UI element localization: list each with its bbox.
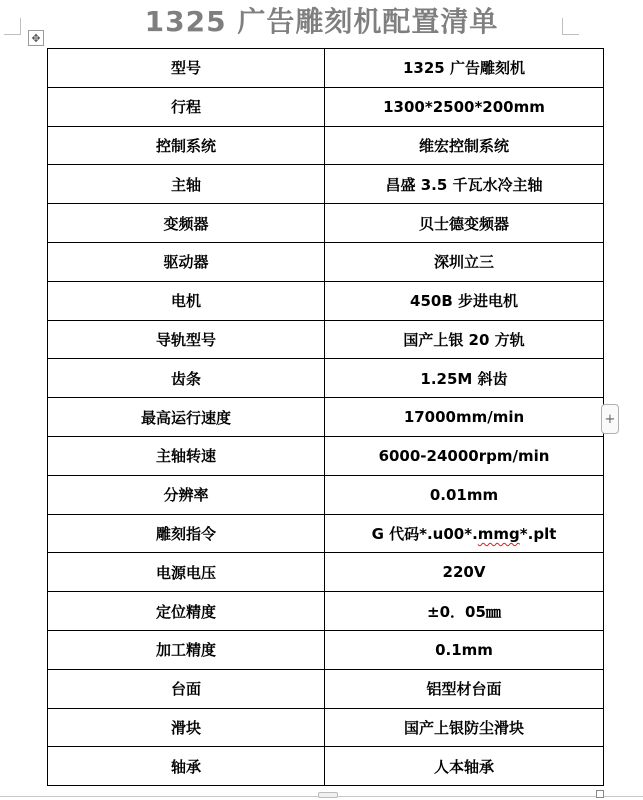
spec-value-cell[interactable]: 深圳立三 xyxy=(325,242,604,281)
spec-label-cell[interactable]: 导轨型号 xyxy=(48,320,325,359)
spec-label-cell[interactable]: 最高运行速度 xyxy=(48,398,325,437)
spec-value-cell[interactable]: 17000mm/min xyxy=(325,398,604,437)
spec-label-cell[interactable]: 主轴 xyxy=(48,165,325,204)
spellcheck-flagged-word[interactable]: mmg xyxy=(477,524,520,543)
spec-value-cell[interactable]: 铝型材台面 xyxy=(325,669,604,708)
spec-label-cell[interactable]: 滑块 xyxy=(48,708,325,747)
table-row xyxy=(48,747,604,786)
table-row xyxy=(48,553,604,592)
table-row xyxy=(48,281,604,320)
spec-value-cell[interactable]: 0.01mm xyxy=(325,475,604,514)
spec-label-cell[interactable]: 主轴转速 xyxy=(48,436,325,475)
table-row xyxy=(48,359,604,398)
spec-value-cell[interactable]: 国产上银防尘滑块 xyxy=(325,708,604,747)
spec-label-cell[interactable]: 分辨率 xyxy=(48,475,325,514)
table-row xyxy=(48,398,604,437)
spec-value-cell[interactable]: 0.1mm xyxy=(325,630,604,669)
value-text-suffix: *.plt xyxy=(519,524,557,543)
spec-value-cell[interactable]: 450B 步进电机 xyxy=(325,281,604,320)
spec-label-cell[interactable]: 变频器 xyxy=(48,204,325,243)
table-row xyxy=(48,204,604,243)
table-row xyxy=(48,475,604,514)
spec-value-cell[interactable]: 国产上银 20 方轨 xyxy=(325,320,604,359)
spec-value-cell[interactable]: 1.25M 斜齿 xyxy=(325,359,604,398)
table-row xyxy=(48,165,604,204)
table-row xyxy=(48,320,604,359)
spec-label-cell[interactable]: 定位精度 xyxy=(48,592,325,631)
table-row xyxy=(48,630,604,669)
table-move-handle-icon[interactable]: ✥ xyxy=(28,30,44,46)
document-title: 1325 广告雕刻机配置清单 xyxy=(144,5,499,38)
spec-table xyxy=(47,48,604,786)
margin-corner-mark-right xyxy=(562,18,579,35)
spec-value-cell[interactable]: 1325 广告雕刻机 xyxy=(325,49,604,88)
spec-label-cell[interactable]: 型号 xyxy=(48,49,325,88)
table-row xyxy=(48,126,604,165)
spec-value-cell[interactable]: ±0．05㎜ xyxy=(325,592,604,631)
spec-label-cell[interactable]: 齿条 xyxy=(48,359,325,398)
spec-label-cell[interactable]: 台面 xyxy=(48,669,325,708)
table-row xyxy=(48,514,604,553)
table-resize-handle[interactable] xyxy=(596,790,604,798)
spec-value-cell[interactable]: 6000-24000rpm/min xyxy=(325,436,604,475)
margin-corner-mark-left xyxy=(4,18,21,35)
spec-label-cell[interactable]: 行程 xyxy=(48,87,325,126)
table-row xyxy=(48,436,604,475)
spec-label-cell[interactable]: 控制系统 xyxy=(48,126,325,165)
table-row xyxy=(48,49,604,88)
spec-value-cell[interactable]: 人本轴承 xyxy=(325,747,604,786)
spec-label-cell[interactable]: 加工精度 xyxy=(48,630,325,669)
spec-value-cell[interactable]: 贝士德变频器 xyxy=(325,204,604,243)
table-row xyxy=(48,708,604,747)
value-text-prefix: G 代码*.u00*. xyxy=(371,524,478,543)
spec-label-cell[interactable]: 驱动器 xyxy=(48,242,325,281)
spec-value-cell[interactable]: 1300*2500*200mm xyxy=(325,87,604,126)
table-row xyxy=(48,669,604,708)
table-row xyxy=(48,87,604,126)
spec-label-cell[interactable]: 电源电压 xyxy=(48,553,325,592)
spec-label-cell[interactable]: 电机 xyxy=(48,281,325,320)
add-row-button[interactable]: + xyxy=(601,404,619,434)
spec-value-cell[interactable] xyxy=(325,514,604,553)
table-row xyxy=(48,592,604,631)
spec-label-cell[interactable]: 雕刻指令 xyxy=(48,514,325,553)
horizontal-scroll-tick[interactable] xyxy=(318,792,338,798)
spec-value-cell[interactable]: 昌盛 3.5 千瓦水冷主轴 xyxy=(325,165,604,204)
table-row xyxy=(48,242,604,281)
spec-label-cell[interactable]: 轴承 xyxy=(48,747,325,786)
spec-value-cell[interactable]: 220V xyxy=(325,553,604,592)
spec-value-cell[interactable]: 维宏控制系统 xyxy=(325,126,604,165)
